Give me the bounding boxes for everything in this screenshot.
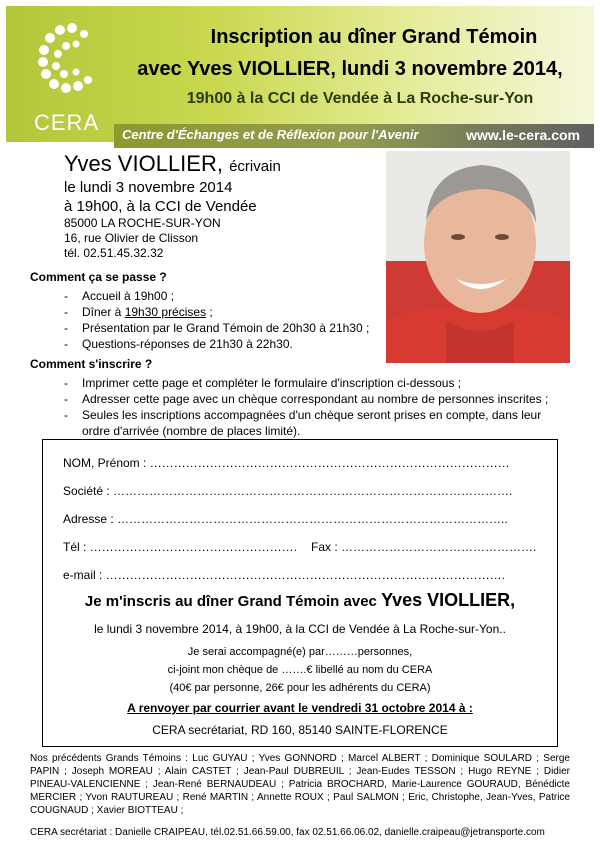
venue-city: 85000 LA ROCHE-SUR-YON bbox=[64, 216, 221, 230]
list-item: - Imprimer cette page et compléter le formulaire d'inscription ci-dessous ; bbox=[64, 375, 564, 391]
event-place: à 19h00, à la CCI de Vendée bbox=[64, 198, 257, 215]
cera-logo-icon bbox=[34, 20, 94, 98]
list-item: - Dîner à 19h30 précises ; bbox=[64, 304, 369, 320]
website-link[interactable]: www.le-cera.com bbox=[466, 127, 580, 143]
banner-strip bbox=[114, 124, 594, 148]
tel-field[interactable]: Tél : ……………………………………………. bbox=[63, 540, 298, 554]
logo-text: CERA bbox=[34, 110, 100, 135]
list-item: - Présentation par le Grand Témoin de 20h30 à 21h30 ; bbox=[64, 320, 369, 336]
banner-slogan: Centre d'Échanges et de Réflexion pour l'Avenir bbox=[122, 127, 419, 142]
list-item: - Questions-réponses de 21h30 à 22h30. bbox=[64, 336, 369, 352]
venue-address bbox=[64, 216, 221, 261]
how-list bbox=[64, 288, 369, 352]
return-deadline: A renvoyer par courrier avant le vendredi 31 octobre 2014 à : bbox=[127, 701, 473, 715]
event-line: le lundi 3 novembre 2014, à 19h00, à la CCI de Vendée à La Roche-sur-Yon.. bbox=[94, 622, 506, 636]
return-address: CERA secrétariat, RD 160, 85140 SAINTE-FLORENCE bbox=[152, 723, 448, 737]
speaker-heading bbox=[64, 151, 281, 177]
register-list bbox=[64, 375, 564, 439]
how-title: Comment ça se passe ? bbox=[30, 270, 167, 284]
speaker-photo bbox=[386, 151, 570, 363]
name-field[interactable]: NOM, Prénom : ……………………………………………………………………………… bbox=[63, 456, 510, 470]
contact-line: CERA secrétariat : Danielle CRAIPEAU, tél.02.51.66.59.00, fax 02.51.66.06.02, danielle.craipeau@jetransporte.com bbox=[30, 827, 545, 838]
banner-title: Inscription au dîner Grand Témoin bbox=[210, 26, 538, 48]
event-date: le lundi 3 novembre 2014 bbox=[64, 179, 233, 196]
register-title: Comment s'inscrire ? bbox=[30, 357, 153, 371]
prices-line: (40€ par personne, 26€ pour les adhérents du CERA) bbox=[169, 682, 431, 694]
venue-phone: tél. 02.51.45.32.32 bbox=[64, 246, 164, 260]
form-heading: Je m'inscris au dîner Grand Témoin avec Yves VIOLLIER, bbox=[84, 590, 516, 610]
speaker-name: Yves VIOLLIER, bbox=[64, 151, 223, 176]
list-item: - Seules les inscriptions accompagnées d'un chèque seront prises en compte, dans leur ordre d'arrivée (nombre de places limité). bbox=[64, 407, 564, 439]
header-banner bbox=[6, 6, 594, 142]
list-item: - Adresser cette page avec un chèque correspondant au nombre de personnes inscrites ; bbox=[64, 391, 564, 407]
venue-street: 16, rue Olivier de Clisson bbox=[64, 231, 199, 245]
company-field[interactable]: Société : ………………………………………………………………………………………. bbox=[63, 484, 513, 498]
address-field[interactable]: Adresse : …………………………………………………………………………………….. bbox=[63, 512, 508, 526]
banner-subtitle: avec Yves VIOLLIER, lundi 3 novembre 2014, bbox=[137, 58, 563, 80]
accompanied-line[interactable]: Je serai accompagné(e) par………personnes, bbox=[187, 646, 413, 658]
list-item: - Accueil à 19h00 ; bbox=[64, 288, 369, 304]
speaker-role: écrivain bbox=[229, 158, 281, 175]
fax-field[interactable]: Fax : …………………………………………. bbox=[311, 540, 537, 554]
banner-location: 19h00 à la CCI de Vendée à La Roche-sur-Yon bbox=[186, 90, 534, 107]
dinner-time: 19h30 précises bbox=[124, 305, 207, 319]
previous-witnesses: Nos précédents Grands Témoins : Luc GUYAU ; Yves GONNORD ; Marcel ALBERT ; Dominique SOULARD ; Serge PAPIN ; Joseph MOREAU ; Alain CASTET ; Jean-Paul DUBREUIL ; Jean-Eudes TESSON ; Hugo REYNE ; Didier PINEAU-VALENCIENNE ; Jean-René BERNAUDEAU ; Patricia BROCHARD, Marie-Laurence GOURAUD, Bénédicte MERCIER ; Yvon RAUTUREAU ; René MARTIN ; Annette ROUX ; Paul SALMON ; Eric, Christophe, Jean-Yves, Patrice COUGNAUD ; Xavier BIOTTEAU ; bbox=[30, 753, 570, 816]
registration-form bbox=[42, 439, 558, 747]
event-info bbox=[64, 178, 257, 216]
email-field[interactable]: e-mail : ………………………………………………………………………………………. bbox=[63, 568, 506, 582]
portrait-image bbox=[386, 151, 570, 363]
cheque-line[interactable]: ci-joint mon chèque de …….€ libellé au nom du CERA bbox=[167, 664, 433, 676]
